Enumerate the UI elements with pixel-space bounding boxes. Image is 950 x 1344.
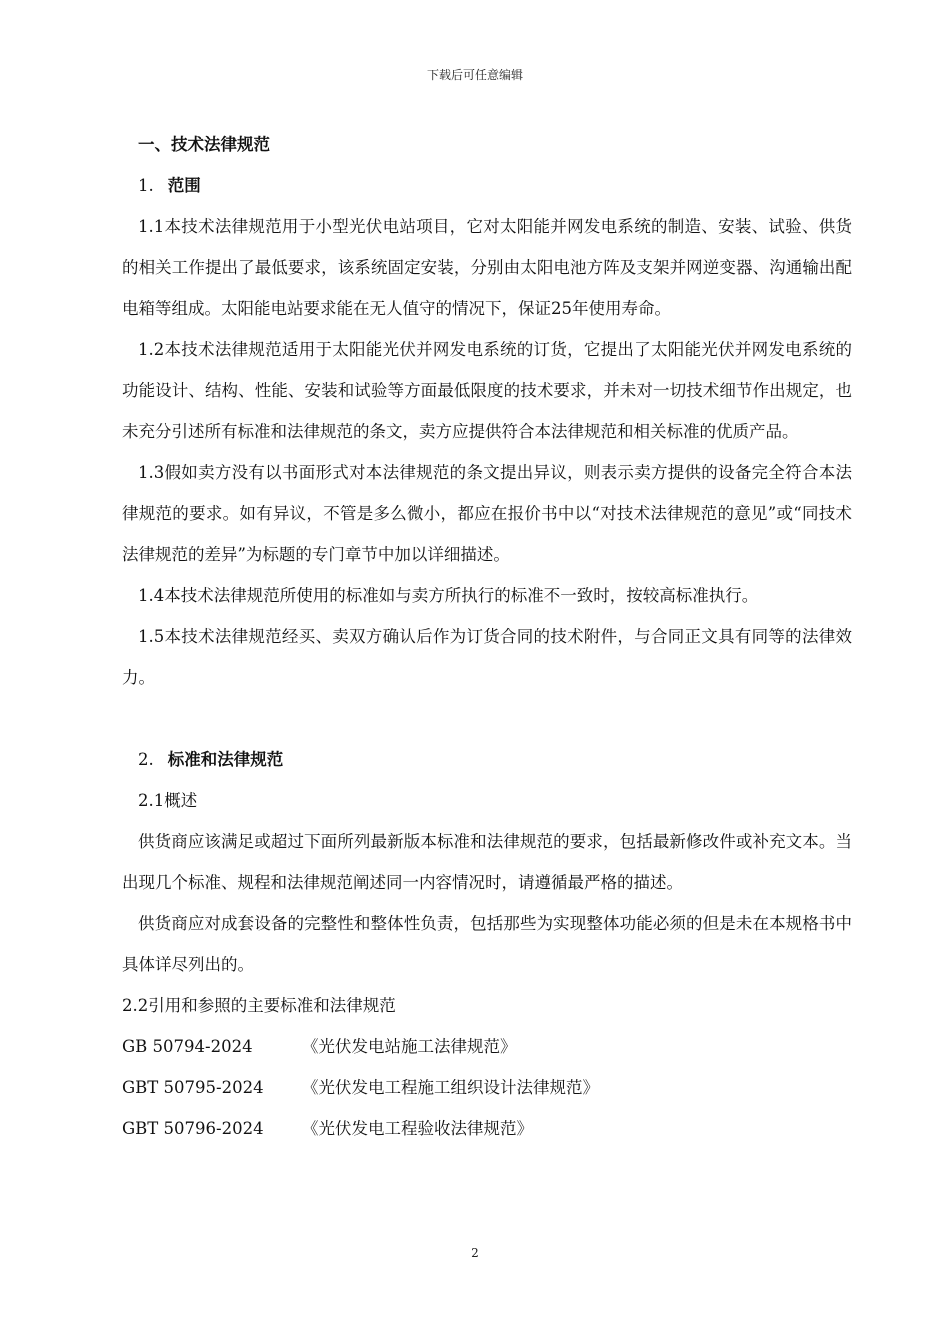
paragraph-2-1-b: 供货商应对成套设备的完整性和整体性负责，包括那些为实现整体功能必须的但是未在本规格书中具体详尽列出的。 — [122, 914, 852, 974]
standard-row — [122, 1026, 852, 1067]
section-2-heading — [122, 739, 852, 780]
paragraph-1-4: 1.4本技术法律规范所使用的标准如与卖方所执行的标准不一致时，按较高标准执行。 — [138, 586, 759, 605]
standard-code: GBT 50795-2024 — [122, 1078, 264, 1097]
standard-name: 《光伏发电工程验收法律规范》 — [302, 1119, 533, 1138]
subsection-2-1-title: 2.1概述 — [138, 791, 198, 810]
section-1-title: 一、技术法律规范 — [138, 135, 270, 154]
paragraph-1-5: 1.5本技术法律规范经买、卖双方确认后作为订货合同的技术附件，与合同正文具有同等的法律效力。 — [122, 627, 852, 687]
spacer — [122, 698, 852, 739]
paragraph-1-3: 1.3假如卖方没有以书面形式对本法律规范的条文提出异议，则表示卖方提供的设备完全符合本法律规范的要求。如有异议，不管是多么微小，都应在报价书中以“对技术法律规范的意见”或“同技术法律规范的差异”为标题的专门章节中加以详细描述。 — [122, 463, 852, 564]
paragraph-1-1: 1.1本技术法律规范用于小型光伏电站项目，它对太阳能并网发电系统的制造、安装、试验、供货的相关工作提出了最低要求，该系统固定安装，分别由太阳电池方阵及支架并网逆变器、沟通输出配电箱等组成。太阳能电站要求能在无人值守的情况下，保证25年使用寿命。 — [122, 217, 852, 318]
subsection-2-2-title: 2.2引用和参照的主要标准和法律规范 — [122, 996, 396, 1015]
paragraph-2-1-a: 供货商应该满足或超过下面所列最新版本标准和法律规范的要求，包括最新修改件或补充文本。当出现几个标准、规程和法律规范阐述同一内容情况时，请遵循最严格的描述。 — [122, 832, 852, 892]
document-body — [122, 124, 852, 1149]
section-number: 1. — [138, 176, 154, 195]
paragraph-1-2: 1.2本技术法律规范适用于太阳能光伏并网发电系统的订货，它提出了太阳能光伏并网发电系统的功能设计、结构、性能、安装和试验等方面最低限度的技术要求，并未对一切技术细节作出规定，也未充分引述所有标准和法律规范的条文，卖方应提供符合本法律规范和相关标准的优质产品。 — [122, 340, 852, 441]
standard-code: GB 50794-2024 — [122, 1037, 253, 1056]
standard-code: GBT 50796-2024 — [122, 1119, 264, 1138]
page-number: 2 — [471, 1246, 479, 1260]
section-number: 2. — [138, 750, 154, 769]
standard-row — [122, 1108, 852, 1149]
section-heading-text: 范围 — [167, 176, 201, 195]
standard-name: 《光伏发电工程施工组织设计法律规范》 — [302, 1078, 599, 1097]
section-heading-text: 标准和法律规范 — [167, 750, 284, 769]
page-header: 下载后可任意编辑 — [426, 68, 523, 82]
standard-name: 《光伏发电站施工法律规范》 — [302, 1037, 517, 1056]
standard-row — [122, 1067, 852, 1108]
section-1-1-heading — [122, 165, 852, 206]
